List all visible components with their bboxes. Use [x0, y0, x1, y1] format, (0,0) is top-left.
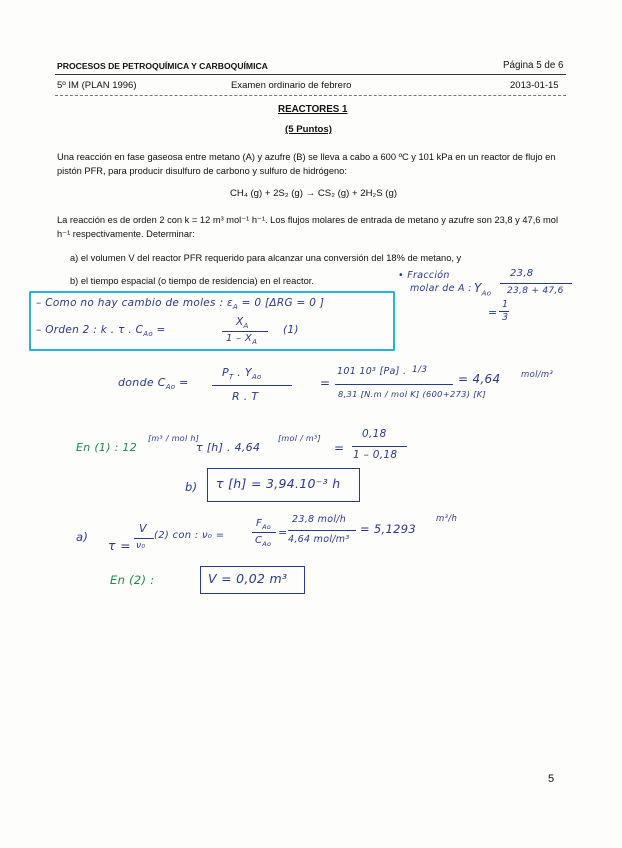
a-nu-val-den: 4,64 mol/m³ [288, 534, 350, 545]
a-nu-val-bar [288, 530, 356, 531]
en1-frac-bar [352, 446, 407, 447]
fraccion-bar [500, 283, 572, 284]
fraccion-third-den: 3 [502, 312, 509, 323]
problem-intro: Una reacción en fase gaseosa entre metano (A) y azufre (B) se lleva a cabo a 600 ºC y 101 kPa en un reactor de flujo en pistón PFR, para producir disulfuro de carbono y sulfuro de hidrógeno: [57, 152, 556, 176]
fraccion-y: $Y_{Ao}$ [474, 281, 492, 298]
part-a-question: a) el volumen V del reactor PFR requerido para alcanzar una conversión del 18% de metano, y [70, 253, 462, 263]
en1-tau: τ [h] . 4,64 [196, 441, 261, 454]
box-frac-num: $X_A$ [236, 316, 249, 331]
calc-num-third: 1/3 [412, 365, 428, 375]
fraccion-eq: = [488, 306, 498, 319]
donde-num: $P_T$ . $Y_{Ao}$ [222, 366, 262, 382]
a-frac-bar [134, 538, 154, 539]
en1-unit: [m³ / mol h] [148, 434, 200, 443]
a-nu-val-num: 23,8 mol/h [292, 514, 347, 525]
en1-den: 1 – 0,18 [353, 449, 398, 461]
page-indicator: Página 5 de 6 [503, 60, 564, 71]
tau-result: τ [h] = 3,94.10⁻³ h [216, 476, 341, 491]
a-frac-num: V [139, 522, 147, 535]
a-nu-result: = 5,1293 [360, 522, 416, 536]
exam-date: 2013-01-15 [510, 80, 559, 91]
part-b-question: b) el tiempo espacial (o tiempo de residencia) en el reactor. [70, 276, 314, 286]
assumption-order-2: – Orden 2 : k . τ . $C_{Ao}$ = [36, 324, 166, 339]
reaction-equation: CH₄ (g) + 2S₂ (g) → CS₂ (g) + 2H₂S (g) [230, 188, 398, 199]
box-frac-den: $1 - X_A$ [226, 333, 258, 346]
part-b-label: b) [185, 480, 198, 494]
fraccion-label-1: • Fracción [398, 270, 450, 281]
donde-den: R . T [232, 390, 259, 403]
page-number: 5 [548, 773, 555, 785]
fraccion-label-2: molar de A : [410, 283, 472, 294]
fraccion-third-num: 1 [502, 299, 509, 310]
volume-result: V = 0,02 m³ [208, 571, 288, 586]
assumption-no-mole-change: – Como no hay cambio de moles : $\varepsilon_A = 0$ [ΔRG = 0 ] [36, 297, 325, 312]
part-a-label: a) [76, 530, 89, 544]
problem-points: (5 Puntos) [285, 124, 332, 135]
box-frac-bar [222, 331, 268, 332]
fraccion-num: 23,8 [510, 268, 534, 279]
fraccion-den: 23,8 + 47,6 [507, 286, 564, 296]
en1-eq: = [334, 441, 345, 455]
header-dash-rule [55, 95, 566, 96]
a-nu-den: $C_{Ao}$ [255, 535, 272, 548]
calc-num: 101 10³ [Pa] . [337, 366, 407, 377]
calc-den: 8,31 [N.m / mol K] (600+273) [K] [338, 389, 487, 399]
course-title: PROCESOS DE PETROQUÍMICA Y CARBOQUÍMICA [57, 61, 268, 71]
program-label: 5º IM (PLAN 1996) [57, 80, 137, 91]
exam-label: Examen ordinario de febrero [231, 80, 352, 91]
a-tau: τ = [108, 538, 131, 553]
donde-eq: = [320, 376, 331, 390]
calc-result: = 4,64 [458, 372, 501, 386]
header-rule [55, 74, 566, 75]
problem-order-text: La reacción es de orden 2 con k = 12 m³ mol⁻¹ h⁻¹. Los flujos molares de entrada de metano y azufre son 23,8 y 47,6 mol h⁻¹ respectivamente. Determinar: [57, 215, 559, 239]
calc-unit: mol/m³ [521, 370, 554, 380]
equation-number-1: (1) [283, 324, 299, 336]
calc-frac-bar [335, 384, 453, 385]
a-nu-frac-bar [252, 532, 276, 533]
donde-frac-bar [212, 385, 292, 386]
en1-num: 0,18 [362, 428, 387, 440]
en1-label: En (1) : 12 [76, 441, 137, 454]
a-frac-den: ν₀ [136, 541, 146, 551]
a-nu-unit: m³/h [436, 514, 458, 524]
problem-title: REACTORES 1 [278, 104, 348, 115]
a-nu-num: $F_{Ao}$ [256, 518, 272, 531]
a-nu-eq: = [278, 526, 288, 539]
a-eq2: (2) con : ν₀ = [154, 530, 225, 541]
en2-label: En (2) : [110, 573, 155, 587]
donde-label: donde $C_{Ao}$ = [118, 376, 189, 392]
en1-unit2: [mol / m³] [278, 434, 321, 443]
